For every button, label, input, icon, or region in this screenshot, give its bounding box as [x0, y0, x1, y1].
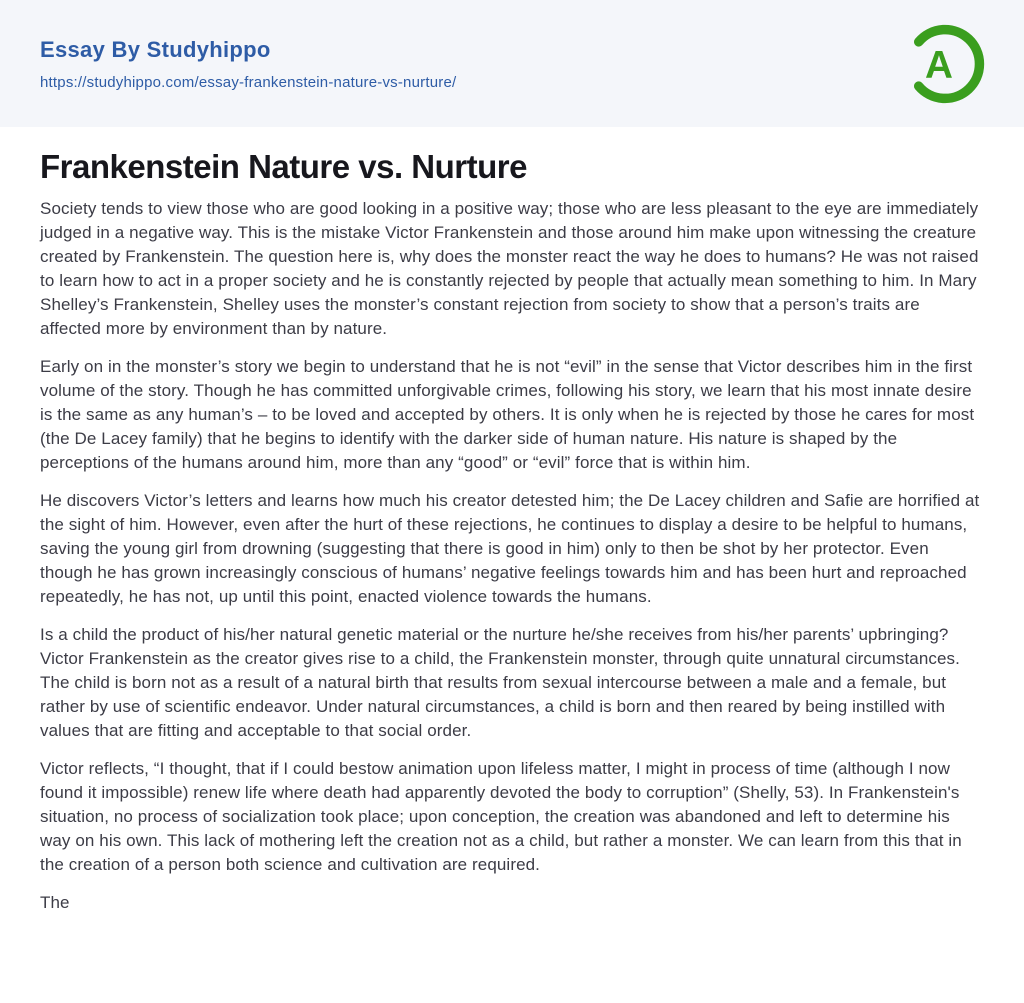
essay-title: Frankenstein Nature vs. Nurture [40, 148, 527, 185]
logo-letter: A [925, 43, 953, 87]
essay-paragraph-3: He discovers Victor’s letters and learns how much his creator detested him; the De Lacey children and Safie are horrified at the sight of him. However, even after the hurt of these rejections, he continues to display a desire to be helpful to humans, saving the young girl from drowning (suggesting that there is good in him) only to then be shot by her protector. Even though he has grown increasingly conscious of humans’ negative feelings towards him and has been hurt and reproached repeatedly, he has not, up until this point, enacted violence towards the humans. [40, 491, 980, 606]
page-header [0, 0, 1024, 127]
essay-url-link[interactable]: https://studyhippo.com/essay-frankenstein-nature-vs-nurture/ [40, 73, 457, 91]
essay-paragraph-4: Is a child the product of his/her natural genetic material or the nurture he/she receives from his/her parents’ upbringing? Victor Frankenstein as the creator gives rise to a child, the Frankenstein monster, through quite unnatural circumstances. The child is born not as a result of a natural birth that results from sexual intercourse between a male and a female, but rather by use of scientific endeavor. Under natural circumstances, a child is born and then reared by being instilled with values that are fitting and acceptable to that social order. [40, 625, 960, 740]
site-title: Essay By Studyhippo [40, 36, 271, 62]
essay-content [0, 127, 1024, 915]
essay-paragraph-1: Society tends to view those who are good looking in a positive way; those who are less pleasant to the eye are immediately judged in a negative way. This is the mistake Victor Frankenstein and those around him make upon witnessing the creature created by Frankenstein. The question here is, why does the monster react the way he does to humans? He was not raised to learn how to act in a proper society and he is constantly rejected by people that actually mean something to him. In Mary Shelley’s Frankenstein, Shelley uses the monster’s constant rejection from society to show that a person’s traits are affected more by environment than by nature. [40, 199, 979, 338]
essay-paragraph-6: The [40, 893, 70, 912]
studyhippo-logo-icon [902, 21, 988, 107]
header-text-block [40, 37, 456, 91]
essay-paragraph-2: Early on in the monster’s story we begin to understand that he is not “evil” in the sense that Victor describes him in the first volume of the story. Though he has committed unforgivable crimes, following his story, we learn that his most innate desire is the same as any human’s – to be loved and accepted by others. It is only when he is rejected by those he cares for most (the De Lacey family) that he begins to identify with the darker side of human nature. His nature is shaped by the perceptions of the humans around him, more than any “good” or “evil” force that is within him. [40, 357, 975, 472]
essay-paragraph-5: Victor reflects, “I thought, that if I could bestow animation upon lifeless matter, I might in process of time (although I now found it impossible) renew life where death had apparently devoted the body to corruption” (Shelly, 53). In Frankenstein's situation, no process of socialization took place; upon conception, the creation was abandoned and left to determine his way on his own. This lack of mothering left the creation not as a child, but rather a monster. We can learn from this that in the creation of a person both science and cultivation are required. [40, 759, 962, 874]
